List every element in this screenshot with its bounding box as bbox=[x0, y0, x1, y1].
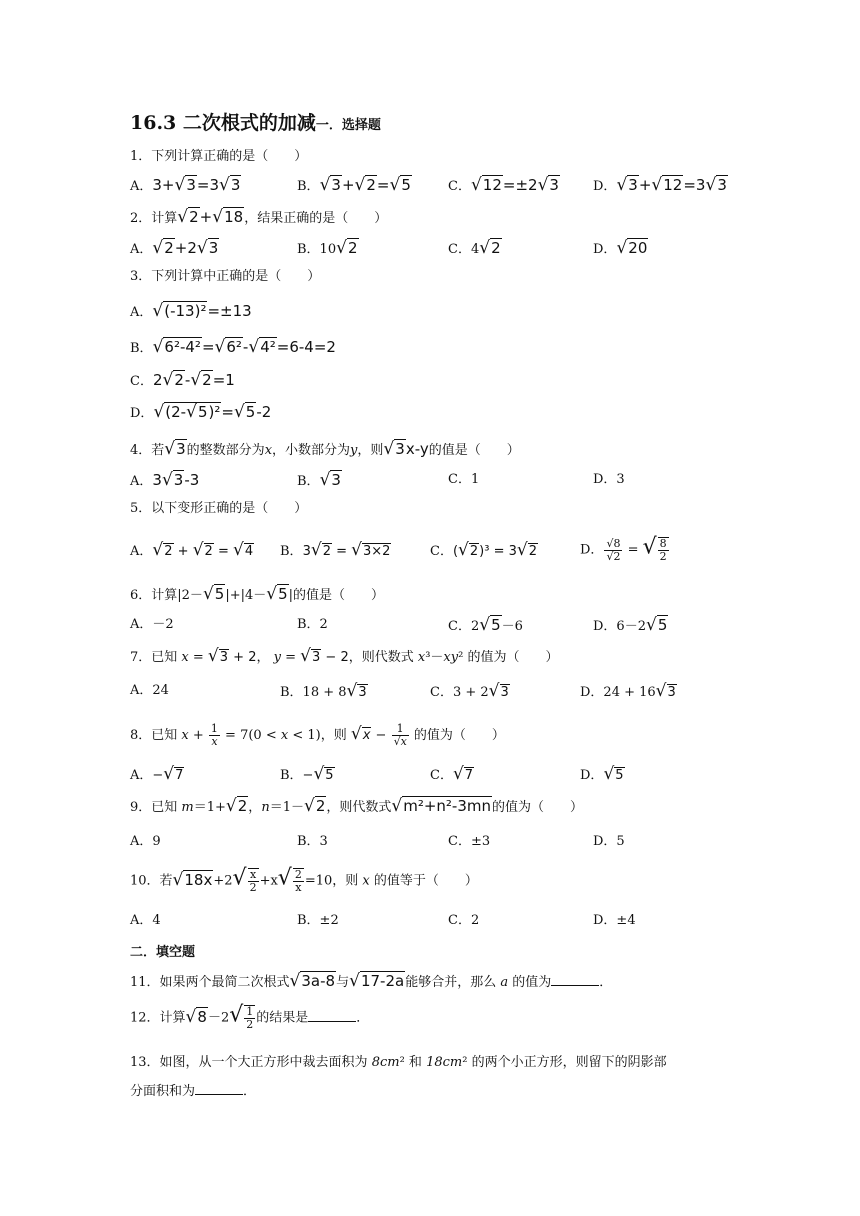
question-6-stem: 6．计算|2－√5|+|4－√5|的值是（ ） bbox=[130, 584, 385, 604]
question-6-option-d: D．6－2√5 bbox=[593, 615, 668, 635]
question-6-option-b: B．2 bbox=[297, 617, 328, 632]
page-title: 16.3 二次根式的加减一．选择题 bbox=[130, 112, 381, 134]
question-3-option-d: D．√(2-√5)²=√5-2 bbox=[130, 402, 272, 422]
question-9-option-c: C．±3 bbox=[448, 834, 491, 849]
question-9-option-a: A．9 bbox=[130, 834, 161, 849]
question-2-option-a: A．√2+2√3 bbox=[130, 238, 219, 258]
question-2-option-d: D．√20 bbox=[593, 238, 648, 258]
question-7-option-a: A．24 bbox=[130, 683, 169, 698]
question-1-option-c: C．√12=±2√3 bbox=[448, 175, 559, 195]
question-7-option-b: B．18 + 8√3 bbox=[280, 681, 367, 701]
question-7-option-d: D．24 + 16√3 bbox=[580, 681, 676, 701]
question-10-option-a: A．4 bbox=[130, 913, 161, 928]
question-8-stem: 8．已知 x + $\frac{1}{x}$ = 7(0 < x < 1)，则 √x − $\frac{1}{√x}$ 的值为（ ） bbox=[130, 722, 505, 748]
question-5-option-a: A．√2 + √2 = √4 bbox=[130, 540, 254, 560]
question-5-option-c: C．(√2)³ = 3√2 bbox=[430, 540, 537, 560]
question-3-option-c: C．2√2-√2=1 bbox=[130, 370, 235, 390]
question-8-option-d: D．√5 bbox=[580, 764, 624, 784]
question-3-stem: 3．下列计算中正确的是（ ） bbox=[130, 269, 321, 284]
question-8-option-a: A．−√7 bbox=[130, 764, 184, 784]
question-9-option-b: B．3 bbox=[297, 834, 328, 849]
question-11-stem: 11．如果两个最简二次根式√3a-8与√17-2a能够合并，那么 a 的值为 ． bbox=[130, 971, 613, 991]
question-10-option-c: C．2 bbox=[448, 913, 480, 928]
question-3-option-a: A．√(-13)²=±13 bbox=[130, 301, 252, 321]
question-4-option-c: C．1 bbox=[448, 472, 480, 487]
question-4-option-d: D．3 bbox=[593, 472, 625, 487]
question-4-stem: 4．若√3的整数部分为x，小数部分为y，则√3x-y的值是（ ） bbox=[130, 439, 520, 459]
question-4-option-b: B．√3 bbox=[297, 470, 341, 490]
question-2-stem: 2．计算√2+√18，结果正确的是（ ） bbox=[130, 207, 388, 227]
question-1-option-d: D．√3+√12=3√3 bbox=[593, 175, 727, 195]
question-5-stem: 5．以下变形正确的是（ ） bbox=[130, 501, 308, 516]
question-10-stem: 10．若√18x+2√ $\frac{x}{2}$ +x√ $\frac{2}{x}$ =10，则 x 的值等于（ ） bbox=[130, 865, 478, 894]
question-10-option-d: D．±4 bbox=[593, 913, 636, 928]
question-8-option-b: B．−√5 bbox=[280, 764, 334, 784]
question-1-option-a: A．3+√3=3√3 bbox=[130, 175, 241, 195]
question-12-stem: 12．计算√8－2√ $\frac{1}{2}$ 的结果是 ． bbox=[130, 1002, 370, 1031]
question-7-option-c: C．3 + 2√3 bbox=[430, 681, 509, 701]
question-1-stem: 1．下列计算正确的是（ ） bbox=[130, 149, 308, 164]
question-5-option-d: D． $\frac{√8}{√2}$ = √ $\frac{8}{2}$ bbox=[580, 534, 667, 563]
section-choice-inline: 一．选择题 bbox=[315, 118, 381, 133]
section-fill-blank-heading: 二．填空题 bbox=[130, 945, 196, 960]
question-10-option-b: B．±2 bbox=[297, 913, 339, 928]
question-9-stem: 9．已知 m＝1+√2，n＝1－√2，则代数式√m²+n²-3mn的值为（ ） bbox=[130, 796, 584, 816]
question-8-option-c: C．√7 bbox=[430, 764, 474, 784]
question-4-option-a: A．3√3-3 bbox=[130, 470, 200, 490]
question-3-option-b: B．√6²-4²=√6²-√4²=6-4=2 bbox=[130, 337, 336, 357]
question-2-option-c: C．4√2 bbox=[448, 238, 501, 258]
question-1-option-b: B．√3+√2=√5 bbox=[297, 175, 411, 195]
question-13-line-1: 13．如图，从一个大正方形中裁去面积为 8cm² 和 18cm² 的两个小正方形，则留下的阴影部 bbox=[130, 1055, 667, 1070]
question-9-option-d: D．5 bbox=[593, 834, 625, 849]
question-6-option-c: C．2√5－6 bbox=[448, 615, 523, 635]
question-2-option-b: B．10√2 bbox=[297, 238, 358, 258]
question-6-option-a: A．－2 bbox=[130, 617, 174, 632]
question-13-line-2: 分面积和为 ． bbox=[130, 1084, 257, 1099]
question-5-option-b: B．3√2 = √3×2 bbox=[280, 540, 391, 560]
question-7-stem: 7．已知 x = √3 + 2， y = √3 − 2，则代数式 x³－xy² 的值为（ ） bbox=[130, 646, 559, 666]
